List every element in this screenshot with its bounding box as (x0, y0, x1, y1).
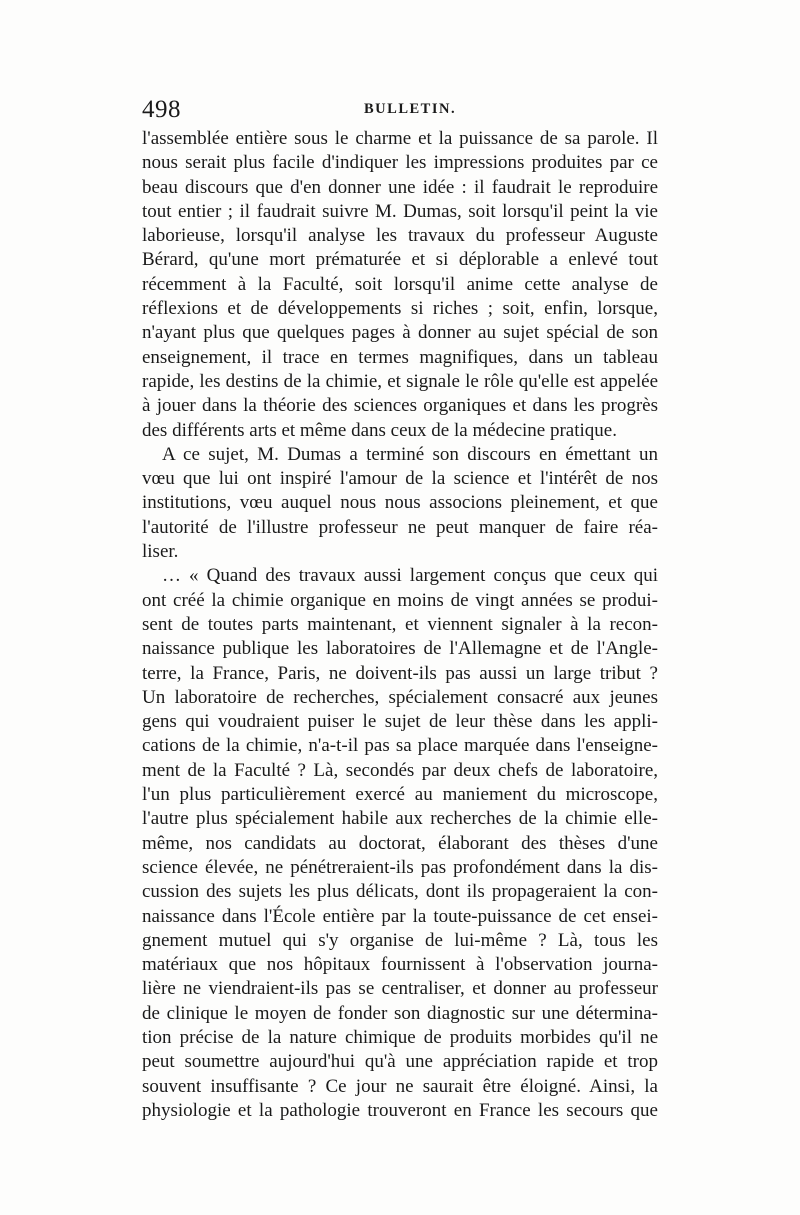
text-line: tout entier ; il faudrait suivre M. Dumas, soit lorsqu'il peint la vie (142, 200, 658, 222)
text-line: … « Quand des travaux aussi largement conçus que ceux qui (162, 565, 658, 587)
text-line: terre, la France, Paris, ne doivent-ils pas aussi un large tribut ? (142, 662, 658, 684)
text-line: peut soumettre aujourd'hui qu'à une appréciation rapide et trop (142, 1051, 658, 1073)
text-line: physiologie et la pathologie trouveront en France les secours que (142, 1099, 658, 1121)
text-line: vœu que lui ont inspiré l'amour de la science et l'intérêt de nos (142, 468, 658, 490)
text-line: l'autre plus spécialement habile aux recherches de la chimie elle- (142, 808, 658, 830)
text-line: Bérard, qu'une mort prématurée et si déplorable a enlevé tout (142, 249, 658, 271)
running-head (142, 96, 658, 122)
text-line: l'assemblée entière sous le charme et la puissance de sa parole. Il (142, 128, 658, 149)
text-line: l'un plus particulièrement exercé au maniement du microscope, (142, 784, 658, 806)
text-line: tion précise de la nature chimique de produits morbides qu'il ne (142, 1026, 658, 1048)
text-line: lière ne viendraient-ils pas se centraliser, et donner au professeur (142, 978, 658, 1000)
page-number: 498 (142, 96, 181, 123)
text-line: gnement mutuel qui s'y organise de lui-même ? Là, tous les (142, 929, 658, 951)
text-line: cussion des sujets les plus délicats, dont ils propageraient la con- (142, 881, 658, 903)
text-line: A ce sujet, M. Dumas a terminé son discours en émettant un (162, 443, 658, 465)
text-line: naissance publique les laboratoires de l'Allemagne et de l'Angle- (142, 638, 658, 660)
text-line: laborieuse, lorsqu'il analyse les travaux du professeur Auguste (142, 225, 658, 247)
text-line: nous serait plus facile d'indiquer les impressions produites par ce (142, 152, 658, 174)
text-line: réflexions et de développements si riches ; soit, enfin, lorsque, (142, 298, 658, 320)
text-line: beau discours que d'en donner une idée : il faudrait le reproduire (142, 176, 658, 198)
text-line: ment de la Faculté ? Là, secondés par deux chefs de laboratoire, (142, 759, 658, 781)
text-line: cations de la chimie, n'a-t-il pas sa place marquée dans l'enseigne- (142, 735, 658, 757)
text-line: matériaux que nos hôpitaux fournissent à l'observation journa- (142, 954, 658, 976)
text-line: liser. (142, 541, 179, 563)
text-line: science élevée, ne pénétreraient-ils pas profondément dans la dis- (142, 856, 658, 878)
text-line: à jouer dans la théorie des sciences organiques et dans les progrès (142, 395, 658, 417)
text-line: même, nos candidats au doctorat, élaborant des thèses d'une (142, 832, 658, 854)
body-text (142, 127, 658, 1123)
text-line: institutions, vœu auquel nous nous associons pleinement, et que (142, 492, 658, 514)
text-line: ont créé la chimie organique en moins de vingt années se produi- (142, 589, 658, 611)
text-line: sent de toutes parts maintenant, et viennent signaler à la recon- (142, 613, 658, 635)
text-line: rapide, les destins de la chimie, et signale le rôle qu'elle est appelée (142, 370, 658, 392)
text-line: de clinique le moyen de fonder son diagnostic sur une détermina- (142, 1002, 658, 1024)
text-line: des différents arts et même dans ceux de la médecine pratique. (142, 419, 617, 441)
text-line: l'autorité de l'illustre professeur ne peut manquer de faire réa- (142, 516, 658, 538)
running-title: BULLETIN. (364, 101, 457, 117)
text-line: Un laboratoire de recherches, spécialement consacré aux jeunes (142, 686, 658, 708)
text-line: récemment à la Faculté, soit lorsqu'il anime cette analyse de (142, 273, 658, 295)
text-line: souvent insuffisante ? Ce jour ne saurait être éloigné. Ainsi, la (142, 1075, 658, 1097)
text-line: gens qui voudraient puiser le sujet de leur thèse dans les appli- (142, 711, 658, 733)
text-line: n'ayant plus que quelques pages à donner au sujet spécial de son (142, 322, 658, 344)
text-line: naissance dans l'École entière par la toute-puissance de cet ensei- (142, 905, 658, 927)
text-line: enseignement, il trace en termes magnifiques, dans un tableau (142, 346, 658, 368)
